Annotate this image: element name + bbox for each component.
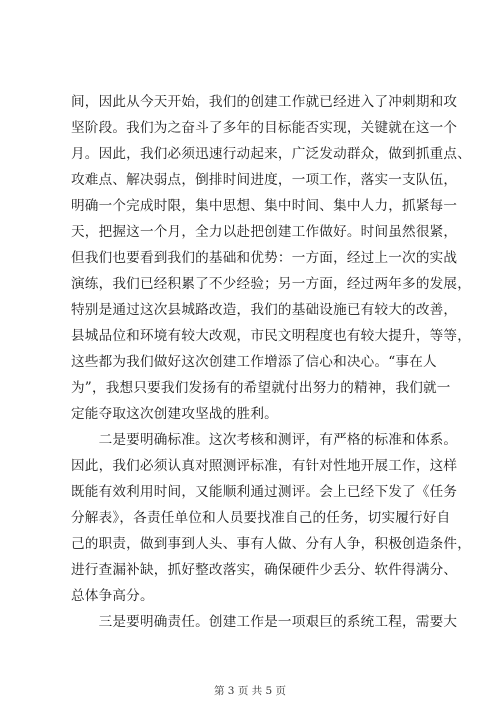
body-text-line: 县城品位和环境有较大改观，市民文明程度也有较大提升，等等， [71,328,472,344]
body-text-line: 间，因此从今天开始，我们的创建工作就已经进入了冲刺期和攻 [71,94,458,110]
body-text-line: 坚阶段。我们为之奋斗了多年的目标能否实现，关键就在这一个 [71,120,458,136]
body-text-line: 这些都为我们做好这次创建工作增添了信心和决心。“事在人 [71,354,437,370]
body-text-line: 因此，我们必须认真对照测评标准，有针对性地开展工作，这样 [71,458,458,474]
page-number-footer: 第 3 页 共 5 页 [213,685,287,697]
body-text-line: 攻难点、解决弱点，倒排时间进度，一项工作，落实一支队伍， [71,172,458,188]
body-text-line: 特别是通过这次县城路改造，我们的基础设施已有较大的改善， [71,302,458,318]
body-text-line: 分解表》，各责任单位和人员要找准自己的任务，切实履行好自 [71,510,451,526]
body-text-line: 三是要明确责任。创建工作是一项艰巨的系统工程，需要大 [71,614,458,630]
body-text-line: 二是要明确标准。这次考核和测评，有严格的标准和体系。 [71,432,458,448]
body-text-line: 总体争高分。 [71,588,154,604]
body-text-line: 月。因此，我们必须迅速行动起来，广泛发动群众，做到抓重点、 [71,146,472,162]
body-text-line: 但我们也要看到我们的基础和优势：一方面，经过上一次的实战 [71,250,458,266]
body-text-line: 己的职责，做到事到人头、事有人做、分有人争，积极创造条件， [71,536,472,552]
body-text-line: 演练，我们已经积累了不少经验；另一方面，经过两年多的发展， [71,276,472,292]
body-text-line: 既能有效利用时间，又能顺利通过测评。会上已经下发了《任务 [71,484,458,500]
body-text-line: 为”，我想只要我们发扬有的希望就付出努力的精神，我们就一 [71,380,451,396]
body-text-line: 定能夺取这次创建攻坚战的胜利。 [71,406,278,422]
body-text-line: 明确一个完成时限，集中思想、集中时间、集中人力，抓紧每一 [71,198,458,214]
body-text-line: 天，把握这一个月，全力以赴把创建工作做好。时间虽然很紧， [71,224,458,240]
body-text-line: 进行查漏补缺，抓好整改落实，确保硬件少丢分、软件得满分、 [71,562,458,578]
